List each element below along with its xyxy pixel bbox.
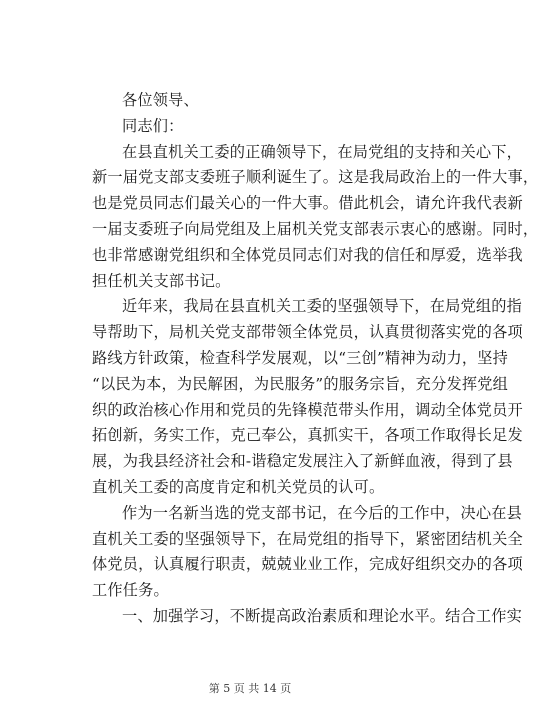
- text-line: 工作任务。: [92, 581, 169, 600]
- text-line: 路线方针政策，检查科学发展观，以“三创”精神为动力，坚持: [92, 348, 509, 367]
- text-line: 担任机关支部书记。: [92, 271, 231, 290]
- text-line: 体党员，认真履行职责，兢兢业业工作，完成好组织交办的各项: [92, 555, 523, 574]
- text-line: 一届支委班子向局党组及上届机关党支部表示衷心的感谢。同时，: [92, 219, 538, 238]
- text-line: “以民为本，为民解困，为民服务”的服务宗旨，充分发挥党组: [92, 374, 509, 393]
- text-line: 在县直机关工委的正确领导下，在局党组的支持和关心下，: [122, 142, 523, 161]
- text-line: 各位领导、: [122, 91, 199, 109]
- text-line: 新一届党支部支委班子顺利诞生了。这是我局政治上的一件大事，: [92, 168, 538, 187]
- text-line: 同志们：: [122, 116, 184, 135]
- text-line: 织的政治核心作用和党员的先锋模范带头作用，调动全体党员开: [92, 400, 523, 419]
- page-footer: 第 5 页 共 14 页: [208, 682, 292, 695]
- text-line: 导帮助下，局机关党支部带领全体党员，认真贯彻落实党的各项: [92, 323, 523, 342]
- text-line: 直机关工委的坚强领导下，在局党组的指导下，紧密团结机关全: [92, 529, 523, 548]
- text-line: 作为一名新当选的党支部书记，在今后的工作中，决心在县: [122, 503, 523, 522]
- text-line: 一、加强学习，不断提高政治素质和理论水平。结合工作实: [122, 606, 523, 625]
- text-line: 近年来，我局在县直机关工委的坚强领导下，在局党组的指: [122, 297, 523, 316]
- document-body: [92, 88, 538, 630]
- text-line: 也是党员同志们最关心的一件大事。借此机会，请允许我代表新: [92, 194, 523, 213]
- text-line: 也非常感谢党组织和全体党员同志们对我的信任和厚爱，选举我: [92, 245, 523, 264]
- text-line: 直机关工委的高度肯定和机关党员的认可。: [92, 477, 385, 496]
- text-line: 展，为我县经济社会和-谐稳定发展注入了新鲜血液，得到了县: [92, 452, 513, 471]
- text-line: 拓创新，务实工作，克己奉公，真抓实干，各项工作取得长足发: [92, 426, 523, 445]
